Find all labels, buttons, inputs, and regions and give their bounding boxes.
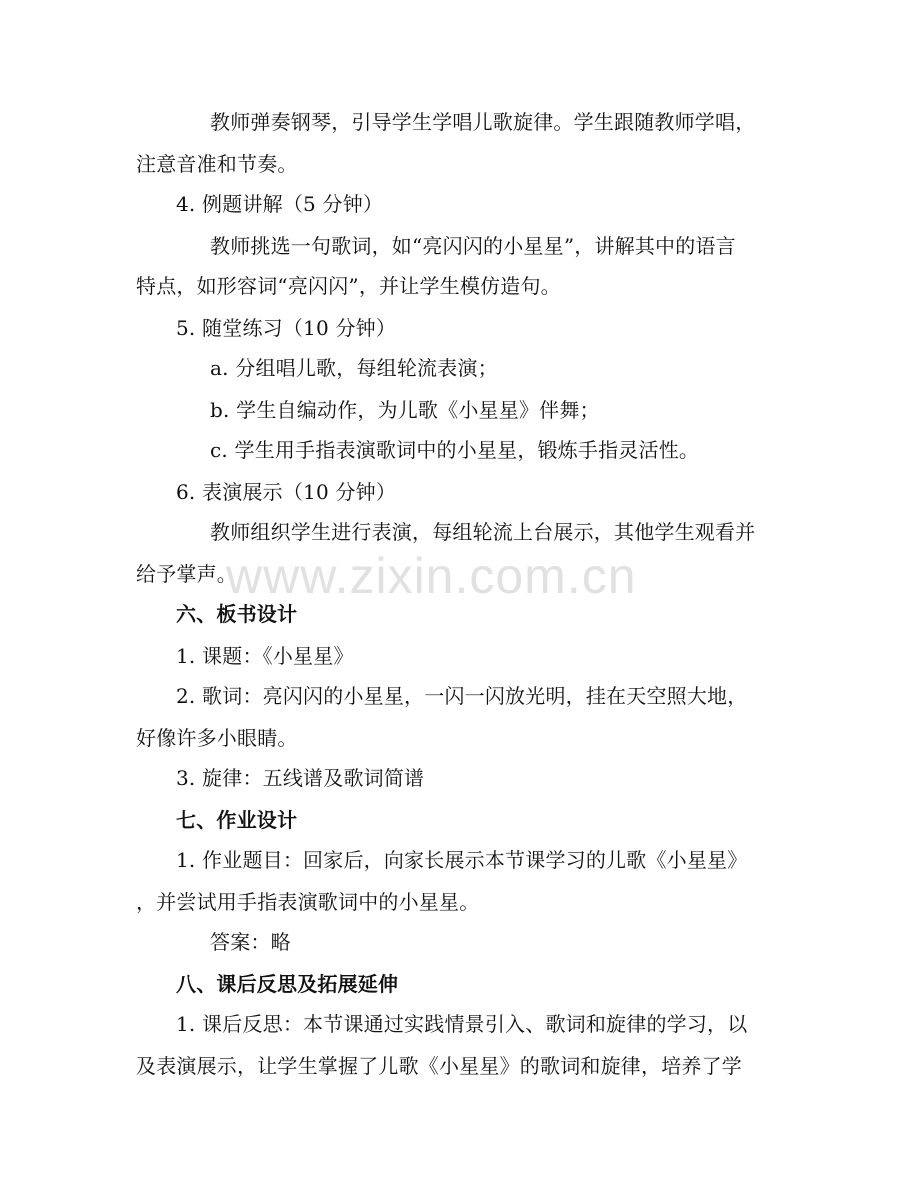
sub-list-item: b. 学生自编动作，为儿歌《小星星》伴舞； [210, 398, 600, 422]
sub-list-item: c. 学生用手指表演歌词中的小星星，锻炼手指灵活性。 [210, 438, 700, 462]
paragraph-line: 教师挑选一句歌词，如“亮闪闪的小星星”，讲解其中的语言 [210, 234, 736, 258]
paragraph-line: 教师弹奏钢琴，引导学生学唱儿歌旋律。学生跟随教师学唱， [210, 110, 756, 134]
list-item: 1. 课后反思：本节课通过实践情景引入、歌词和旋律的学习，以 [176, 1012, 748, 1036]
list-item: 5. 随堂练习（10 分钟） [176, 316, 397, 340]
list-item: 6. 表演展示（10 分钟） [176, 480, 397, 504]
list-item: 2. 歌词：亮闪闪的小星星，一闪一闪放光明，挂在天空照大地， [176, 684, 748, 708]
list-item: 1. 课题：《小星星》 [176, 644, 354, 668]
section-heading: 八、课后反思及拓展延伸 [176, 972, 399, 996]
list-item: 3. 旋律：五线谱及歌词简谱 [176, 766, 425, 790]
paragraph-line: 特点，如形容词“亮闪闪”，并让学生模仿造句。 [136, 274, 561, 298]
list-item: 4. 例题讲解（5 分钟） [176, 192, 384, 216]
sub-list-item: a. 分组唱儿歌，每组轮流表演； [210, 356, 498, 380]
section-heading: 六、板书设计 [176, 602, 298, 626]
paragraph-line: 教师组织学生进行表演，每组轮流上台展示，其他学生观看并 [210, 520, 756, 544]
paragraph-line: 好像许多小眼睛。 [136, 726, 298, 750]
paragraph-line: 及表演展示，让学生掌握了儿歌《小星星》的歌词和旋律，培养了学 [136, 1054, 742, 1078]
section-heading: 七、作业设计 [176, 808, 298, 832]
paragraph-line: 给予掌声。 [136, 562, 237, 586]
watermark-text: www.zixin.com.cn [226, 548, 637, 604]
paragraph-line: 注意音准和节奏。 [136, 152, 298, 176]
list-item: 1. 作业题目：回家后，向家长展示本节课学习的儿歌《小星星》 [176, 848, 748, 872]
answer-line: 答案：略 [210, 930, 291, 954]
paragraph-line: ，并尝试用手指表演歌词中的小星星。 [136, 890, 480, 914]
